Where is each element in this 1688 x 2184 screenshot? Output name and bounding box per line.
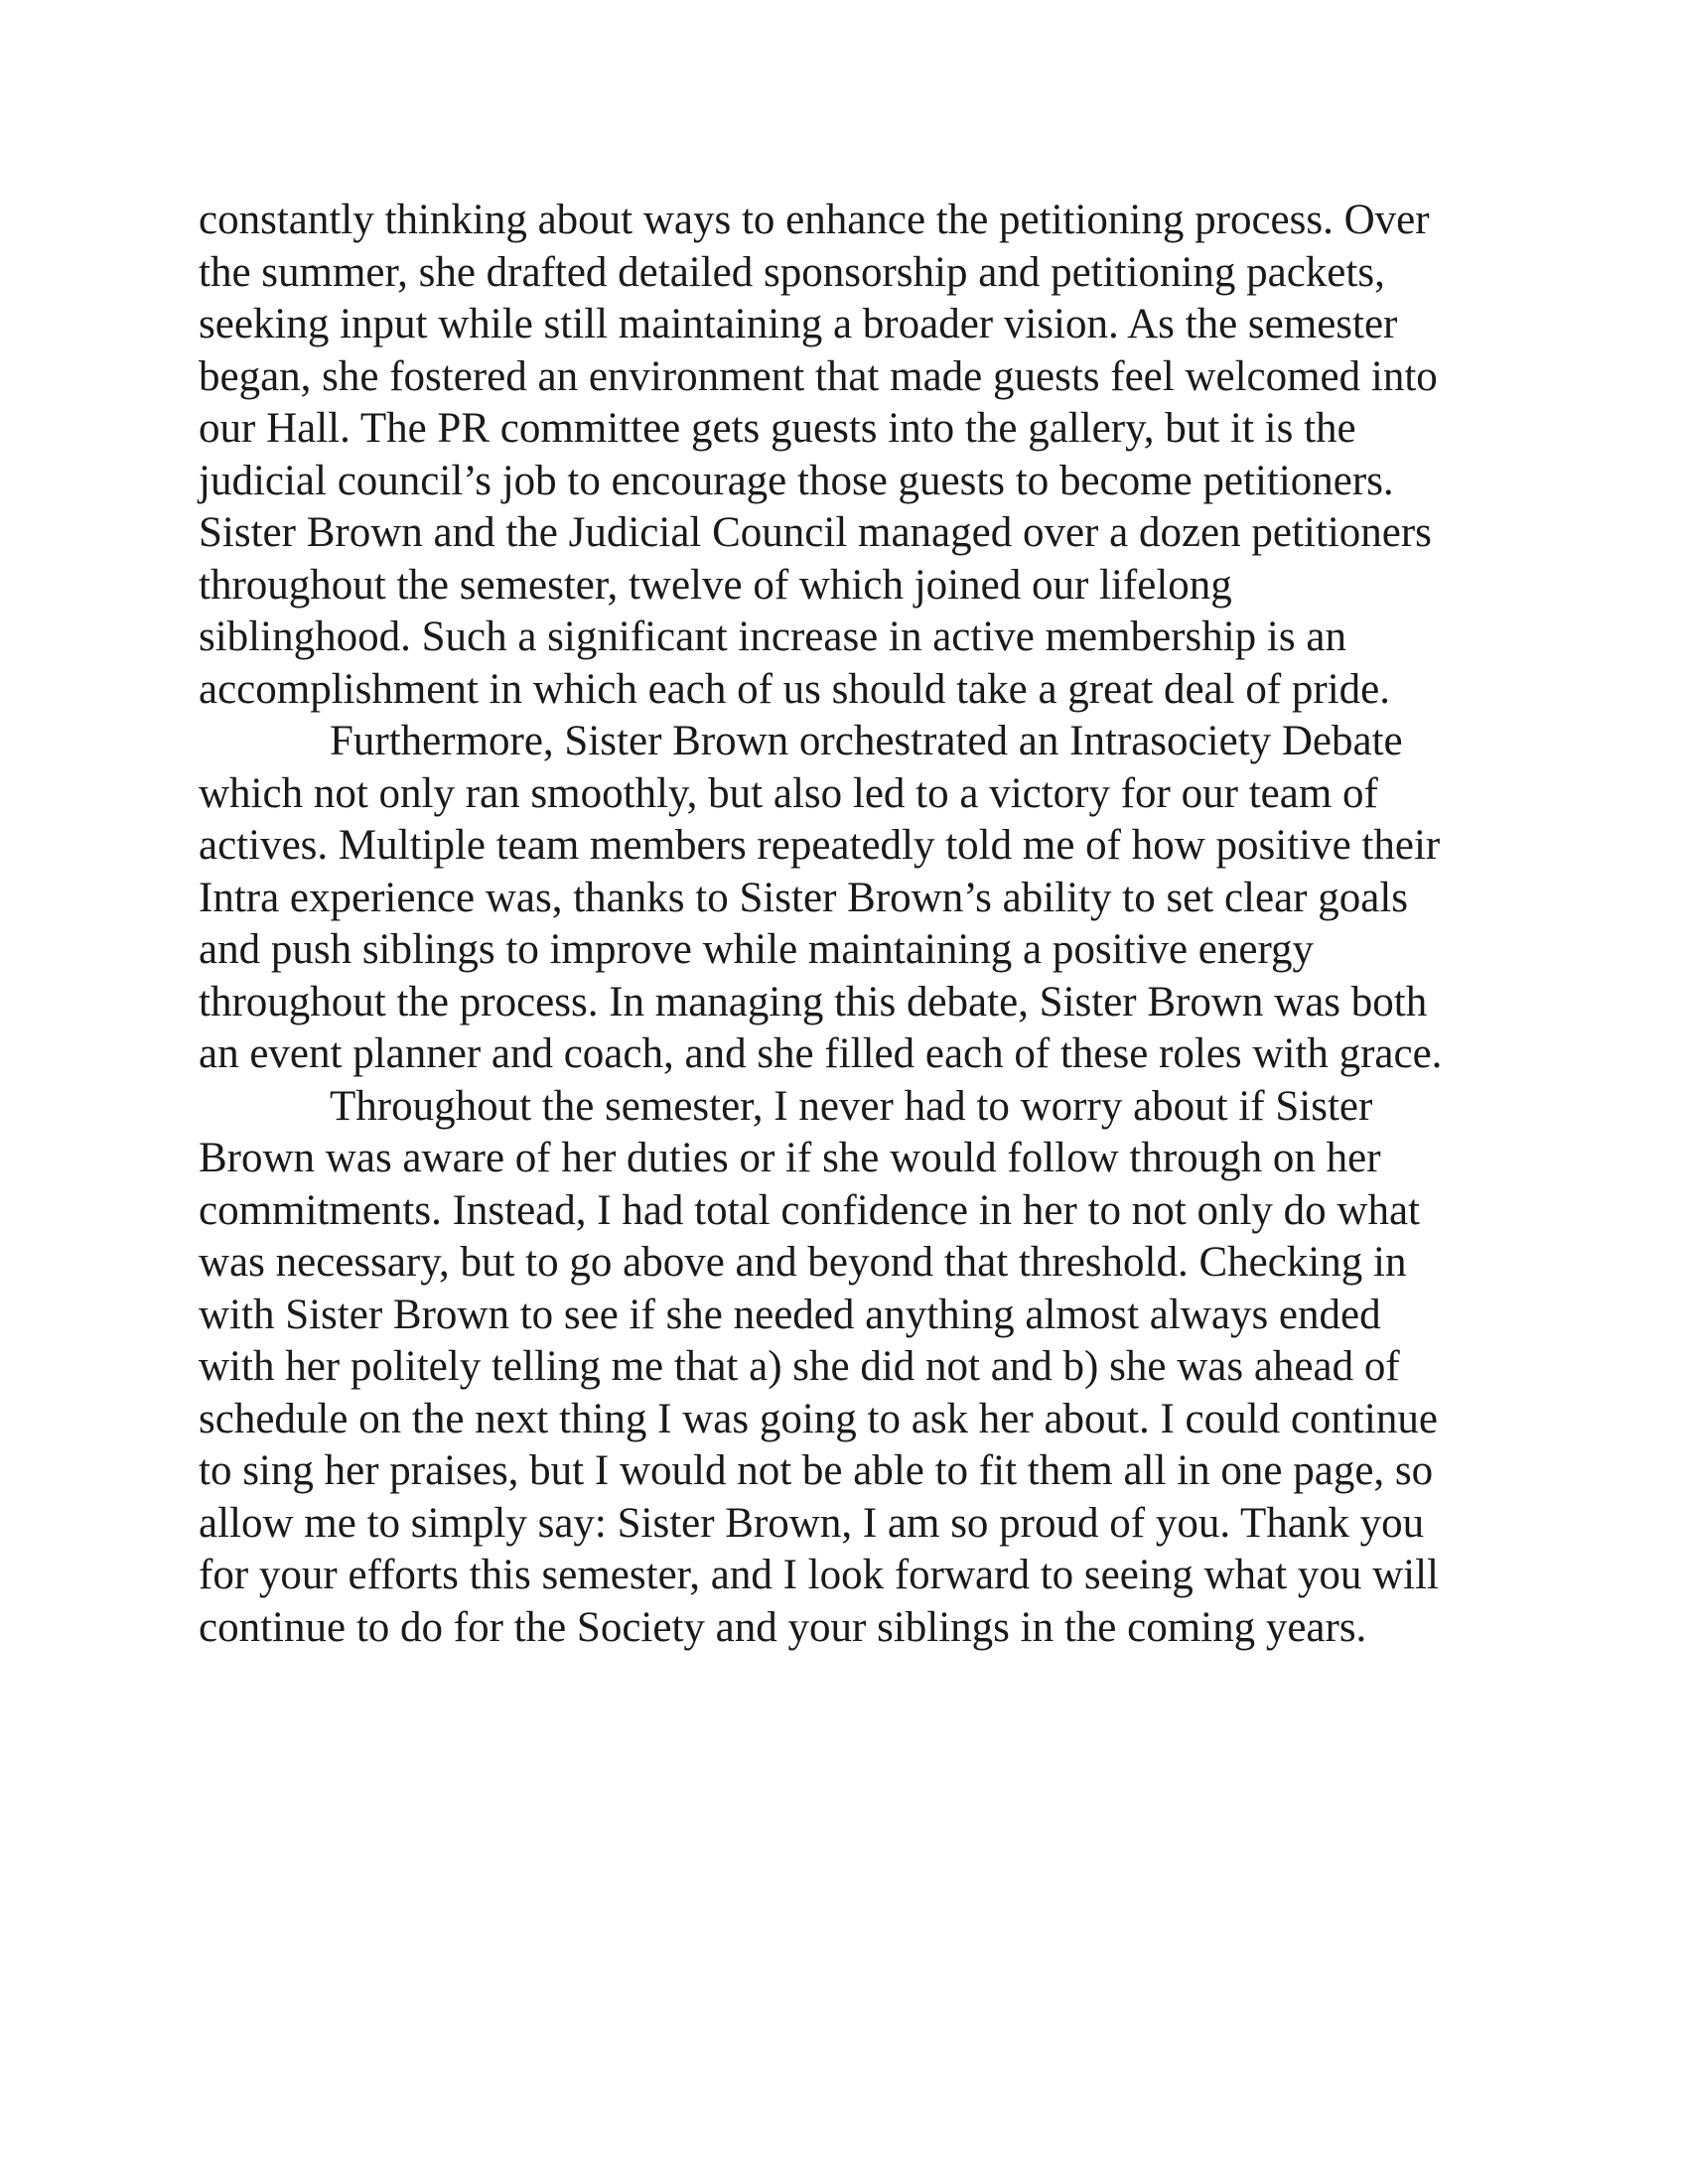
text-line: allow me to simply say: Sister Brown, I am so proud of you. Thank you <box>199 1499 1425 1547</box>
text-line: Brown was aware of her duties or if she would follow through on her <box>199 1135 1381 1181</box>
paragraph-start-line: Furthermore, Sister Brown orchestrated an Intrasociety Debate <box>330 718 1403 764</box>
text-line: judicial council’s job to encourage those guests to become petitioners. <box>199 457 1394 504</box>
paragraph-start-line: Throughout the semester, I never had to worry about if Sister <box>330 1082 1373 1130</box>
text-line: for your efforts this semester, and I look forward to seeing what you will <box>199 1552 1439 1598</box>
text-line: with Sister Brown to see if she needed anything almost always ended <box>199 1291 1381 1338</box>
text-line: throughout the semester, twelve of which joined our lifelong <box>199 561 1232 609</box>
text-line: seeking input while still maintaining a broader vision. As the semester <box>199 301 1398 347</box>
text-line: siblinghood. Such a significant increase in active membership is an <box>199 614 1346 660</box>
letter-body <box>199 195 1489 1654</box>
text-line: throughout the process. In managing this debate, Sister Brown was both <box>199 978 1428 1025</box>
text-line: the summer, she drafted detailed sponsorship and petitioning packets, <box>199 248 1385 296</box>
text-line: accomplishment in which each of us should take a great deal of pride. <box>199 665 1391 713</box>
text-line: commitments. Instead, I had total confidence in her to not only do what <box>199 1186 1420 1234</box>
text-line: schedule on the next thing I was going to ask her about. I could continue <box>199 1395 1438 1442</box>
text-line: to sing her praises, but I would not be able to fit them all in one page, so <box>199 1447 1434 1494</box>
text-line: Sister Brown and the Judicial Council managed over a dozen petitioners <box>199 509 1432 556</box>
text-line: began, she fostered an environment that made guests feel welcomed into <box>199 352 1438 400</box>
text-line: and push siblings to improve while maintaining a positive energy <box>199 926 1315 973</box>
text-line: our Hall. The PR committee gets guests into the gallery, but it is the <box>199 405 1356 452</box>
text-line: Intra experience was, thanks to Sister Brown’s ability to set clear goals <box>199 874 1409 921</box>
text-line: with her politely telling me that a) she did not and b) she was ahead of <box>199 1343 1400 1390</box>
text-line: was necessary, but to go above and beyond that threshold. Checking in <box>199 1239 1407 1286</box>
text-line: continue to do for the Society and your siblings in the coming years. <box>199 1603 1367 1651</box>
text-line: constantly thinking about ways to enhance the petitioning process. Over <box>199 197 1430 243</box>
text-line: actives. Multiple team members repeatedly told me of how positive their <box>199 822 1441 869</box>
text-line: which not only ran smoothly, but also led to a victory for our team of <box>199 769 1378 817</box>
text-line: an event planner and coach, and she filled each of these roles with grace. <box>199 1030 1443 1077</box>
